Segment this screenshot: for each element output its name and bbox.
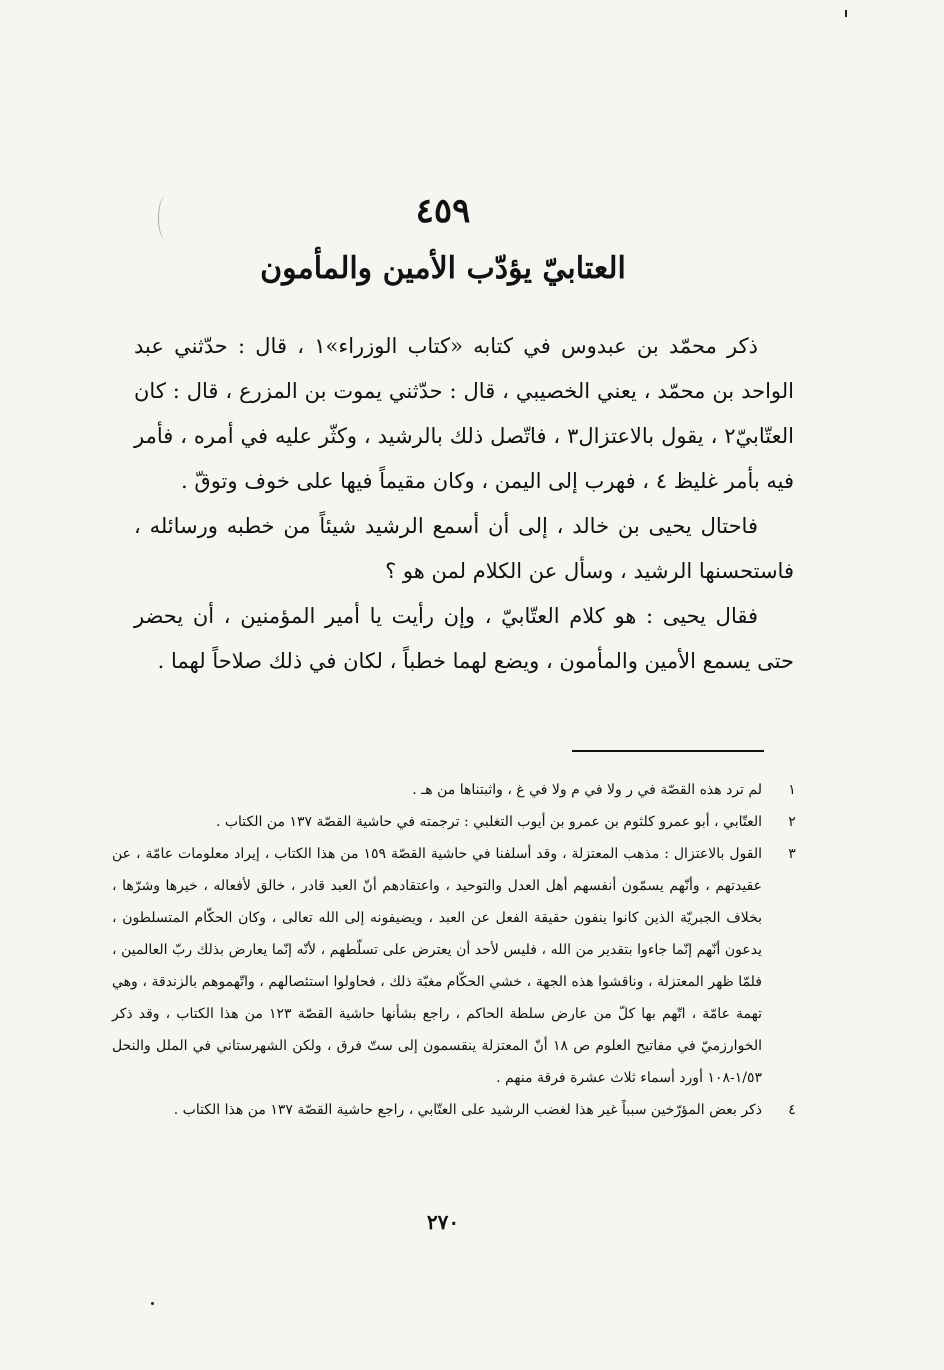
footnotes — [112, 774, 796, 1126]
footnote-text: ذكر بعض المؤرّخين سبباً غير هذا لغضب الرشيد على العتّابي ، راجع حاشية القصّة ١٣٧ من هذا الكتاب . — [173, 1102, 762, 1118]
footnote-text: العتّابي ، أبو عمرو كلثوم بن عمرو بن أيوب التغلبي : ترجمته في حاشية القصّة ١٣٧ من الكتاب . — [215, 814, 762, 830]
footnote-number: ٢ — [788, 814, 796, 830]
main-text — [134, 324, 794, 684]
footnote — [112, 838, 796, 1094]
footnote — [112, 1094, 796, 1126]
paragraph: فاحتال يحيى بن خالد ، إلى أن أسمع الرشيد شيئاً من خطبه ورسائله ، فاستحسنها الرشيد ، وسأل عن الكلام لمن هو ؟ — [134, 514, 794, 583]
story-title: العتابيّ يؤدّب الأمين والمأمون — [260, 251, 626, 286]
footnote-number: ٣ — [788, 846, 796, 862]
story-number: ٤٥٩ — [415, 191, 471, 231]
footnote-separator — [572, 750, 764, 752]
paragraph: فقال يحيى : هو كلام العتّابيّ ، وإن رأيت يا أمير المؤمنين ، أن يحضر حتى يسمع الأمين والمأمون ، ويضع لهما خطباً ، لكان في ذلك صلاحاً لهما . — [134, 604, 794, 673]
footnote — [112, 806, 796, 838]
footnote-text: لم ترد هذه القصّة في ر ولا في م ولا في غ ، واثبتناها من هـ . — [412, 782, 762, 798]
footnote-number: ١ — [788, 782, 796, 798]
footnote — [112, 774, 796, 806]
footnote-number: ٤ — [788, 1102, 796, 1118]
paragraph: ذكر محمّد بن عبدوس في كتابه «كتاب الوزراء»١ ، قال : حدّثني عبد الواحد بن محمّد ، يعني الخصيبي ، قال : حدّثني يموت بن المزرع ، قال : كان العتّابيّ٢ ، يقول بالاعتزال٣ ، فاتّصل ذلك بالرشيد ، وكثّر عليه في أمره ، فأمر فيه بأمر غليظ ٤ ، فهرب إلى اليمن ، وكان مقيماً فيها على خوف وتوقّ . — [134, 334, 794, 493]
scan-dot-mark — [151, 1302, 154, 1305]
page-number: ٢٧٠ — [426, 1210, 460, 1234]
footnote-text: القول بالاعتزال : مذهب المعتزلة ، وقد أسلفنا في حاشية القصّة ١٥٩ من هذا الكتاب ، إيراد معلومات عامّة ، عن عقيدتهم ، وأنّهم يسمّون أنفسهم أهل العدل والتوحيد ، واعتقادهم أنّ العبد قادر ، خالق لأفعاله ، خيرها وشرّها ، بخلاف الجبريّة الذين كانوا ينفون حقيقة الفعل عن العبد ، ويضيفونه إلى الله تعالى ، وكان الحكّام المتسلطون ، يدعون أنّهم إنّما جاءوا بتقدير من الله ، فليس لأحد أن يعترض على تسلّطهم ، لأنّه إنّما يعارض بذلك ربّ العالمين ، فلمّا ظهر المعتزلة ، وناقشوا هذه الجهة ، خشي الحكّام مغبّة ذلك ، فحاولوا استئصالهم ، واتّهموهم بالزندقة ، وهي تهمة عامّة ، اتّهم بها كلّ من عارض سلطة الحاكم ، راجع بشأنها حاشية القصّة ١٢٣ من هذا الكتاب ، وقد ذكر الخوارزميّ في مفاتيح العلوم ص ١٨ أنّ المعتزلة ينقسمون إلى ستّ فرق ، ولكن الشهرستاني في الملل والنحل ١/٥٣-١٠٨ أورد أسماء ثلاث عشرة فرقة منهم . — [112, 846, 763, 1086]
scan-tick-mark — [845, 10, 847, 17]
